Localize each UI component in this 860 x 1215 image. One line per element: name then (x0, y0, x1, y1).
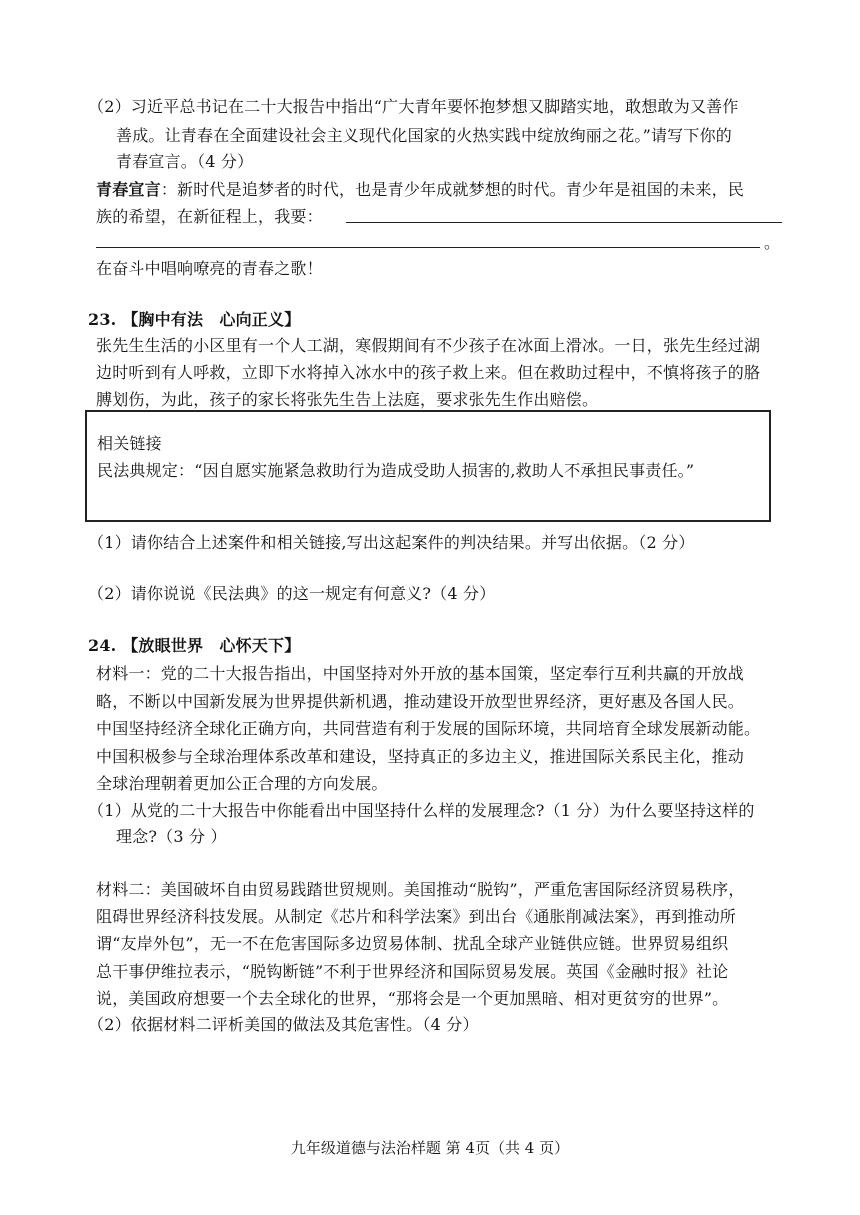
q23-case-line3: 膊划伤，为此，孩子的家长将张先生告上法庭，要求张先生作出赔偿。 (96, 390, 599, 409)
declaration-text-2: 族的希望，在新征程上，我要： (96, 207, 323, 226)
q23-part2: （2）请你说说《民法典》的这一规定有何意义?（4 分） (88, 584, 496, 603)
q24-material1-line4: 中国积极参与全球治理体系改革和建设，坚持真正的多边主义，推进国际关系民主化，推动 (96, 747, 745, 766)
q24-material1-line5: 全球治理朝着更加公正合理的方向发展。 (96, 774, 388, 793)
q24-part2: （2）依据材料二评析美国的做法及其危害性。（4 分） (88, 1015, 479, 1034)
q22-part2-line1: （2）习近平总书记在二十大报告中指出“广大青年要怀抱梦想又脚踏实地，敢想敢为又善作 (88, 97, 739, 116)
answer-blank-2[interactable] (96, 233, 760, 248)
q23-part1: （1）请你结合上述案件和相关链接,写出这起案件的判决结果。并写出依据。（2 分） (88, 533, 695, 552)
related-link-title: 相关链接 (97, 434, 162, 453)
q24-material2-line1: 材料二：美国破坏自由贸易践踏世贸规则。美国推动“脱钩”，严重危害国际经济贸易秩序， (96, 880, 745, 899)
q22-part2-line2: 善成。让青春在全面建设社会主义现代化国家的火热实践中绽放绚丽之花。”请写下你的 (116, 126, 732, 145)
q24-material2-line3: 谓“友岸外包”，无一不在危害国际多边贸易体制、扰乱全球产业链供应链。世界贸易组织 (96, 934, 729, 953)
declaration-label: 青春宣言 (96, 180, 161, 199)
q22-part2-line3: 青春宣言。（4 分） (116, 152, 254, 171)
q23-case-line1: 张先生生活的小区里有一个人工湖，寒假期间有不少孩子在冰面上滑冰。一日，张先生经过湖 (96, 336, 761, 355)
declaration-text-1: ：新时代是追梦者的时代，也是青少年成就梦想的时代。青少年是祖国的未来，民 (160, 180, 745, 199)
q24-material2-line5: 说，美国政府想要一个去全球化的世界，“那将会是一个更加黑暗、相对更贫穷的世界”。 (96, 989, 729, 1008)
q24-part1-line1: （1）从党的二十大报告中你能看出中国坚持什么样的发展理念?（1 分）为什么要坚持这样的 (88, 801, 755, 820)
related-link-text: 民法典规定：“因自愿实施紧急救助行为造成受助人损害的,救助人不承担民事责任。” (97, 461, 695, 480)
q24-material2-line4: 总干事伊维拉表示，“脱钩断链”不利于世界经济和国际贸易发展。英国《金融时报》社论 (96, 962, 729, 981)
q22-declaration-line2 (96, 207, 323, 227)
related-link-box (85, 410, 771, 522)
q23-heading: 23. 【胸中有法 心向正义】 (88, 310, 301, 329)
q24-part1-line2: 理念?（3 分 ） (116, 827, 227, 846)
q24-material1-line1: 材料一：党的二十大报告指出，中国坚持对外开放的基本国策，坚定奉行互利共赢的开放战 (96, 664, 745, 683)
q24-material1-line2: 略，不断以中国新发展为世界提供新机遇，推动建设开放型世界经济，更好惠及各国人民。 (96, 692, 745, 711)
q24-material1-line3: 中国坚持经济全球化正确方向，共同营造有利于发展的国际环境，共同培育全球发展新动能。 (96, 719, 761, 738)
q24-material2-line2: 阻碍世界经济科技发展。从制定《芯片和科学法案》到出台《通胀削减法案》，再到推动所 (96, 907, 737, 926)
answer-blank-1[interactable] (346, 208, 782, 223)
q23-case-line2: 边时听到有人呼救，立即下水将掉入冰水中的孩子救上来。但在救助过程中，不慎将孩子的胳 (96, 363, 761, 382)
q24-heading: 24. 【放眼世界 心怀天下】 (88, 636, 301, 655)
declaration-period: 。 (764, 233, 781, 252)
page-footer: 九年级道德与法治样题 第 4页（共 4 页） (290, 1139, 570, 1157)
q22-declaration-line1 (96, 180, 744, 200)
q22-closing: 在奋斗中唱响嘹亮的青春之歌！ (96, 259, 323, 278)
